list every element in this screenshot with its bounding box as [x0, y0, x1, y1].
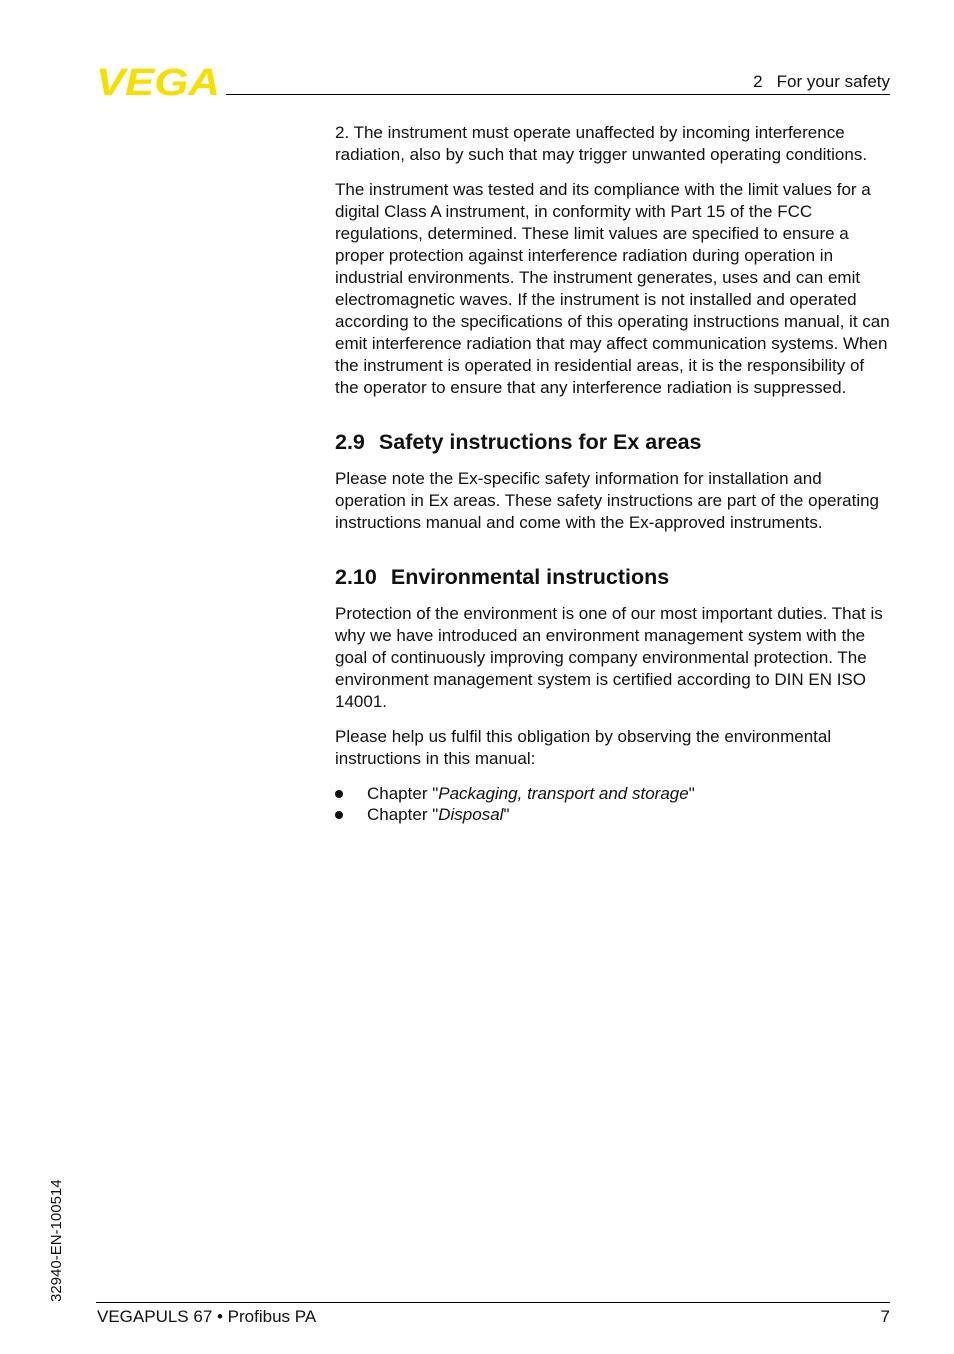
list-item: [335, 783, 891, 804]
list-item-chapter: Packaging, transport and storage: [438, 784, 689, 803]
list-item: [335, 804, 891, 825]
header-section-number: 2: [753, 72, 763, 91]
header-rule: [226, 94, 890, 95]
list-item-prefix: Chapter ": [367, 784, 439, 803]
paragraph-ex-areas: Please note the Ex-specific safety information for installation and operation in Ex areas. These safety instructions are part of the operating instructions manual and come with the Ex-approved instruments.: [335, 469, 879, 532]
main-content: [335, 122, 891, 825]
running-header: [753, 72, 890, 92]
footer-rule: [96, 1302, 890, 1303]
heading-environmental: [335, 564, 891, 590]
heading-ex-areas-title: Safety instructions for Ex areas: [378, 430, 702, 454]
vega-logo-text: VEGA: [96, 64, 220, 98]
document-code: 32940-EN-100514: [48, 1179, 65, 1302]
list-item-suffix: ": [688, 784, 695, 803]
paragraph-interference: 2. The instrument must operate unaffected by incoming interference radiation, also by such that may trigger unwanted operating conditions.: [335, 123, 868, 164]
heading-ex-areas-number: 2.9: [335, 430, 365, 454]
heading-environmental-title: Environmental instructions: [390, 565, 670, 589]
paragraph-environment-1: Protection of the environment is one of our most important duties. That is why we have introduced an environment management system with the goal of continuously improving company environmental protection. The environment management system is certified according to DIN EN ISO 14001.: [335, 604, 883, 711]
paragraph-fcc: The instrument was tested and its compliance with the limit values for a digital Class A instrument, in conformity with Part 15 of the FCC regulations, determined. These limit values are specified to ensure a proper protection against interference radiation during operation in industrial environments. The instrument generates, uses and can emit electromagnetic waves. If the instrument is not installed and operated according to the specifications of this operating instructions manual, it can emit interference radiation that may affect communication systems. When the instrument is operated in residential areas, it is the responsibility of the operator to ensure that any interference radiation is suppressed.: [335, 180, 890, 397]
list-item-suffix: ": [503, 805, 510, 824]
bullet-icon: [335, 790, 343, 798]
heading-ex-areas: [335, 429, 891, 455]
list-item-prefix: Chapter ": [367, 805, 439, 824]
list-item-chapter: Disposal: [438, 805, 504, 824]
paragraph-environment-2: Please help us fulfil this obligation by observing the environmental instructions in this manual:: [335, 727, 832, 768]
bullet-icon: [335, 811, 343, 819]
heading-environmental-number: 2.10: [335, 565, 377, 589]
vega-logo: [96, 64, 220, 98]
page-number: 7: [880, 1307, 890, 1326]
footer-product: VEGAPULS 67 • Profibus PA: [97, 1307, 317, 1326]
header-section-title: For your safety: [776, 72, 890, 91]
chapter-list: [335, 783, 891, 825]
